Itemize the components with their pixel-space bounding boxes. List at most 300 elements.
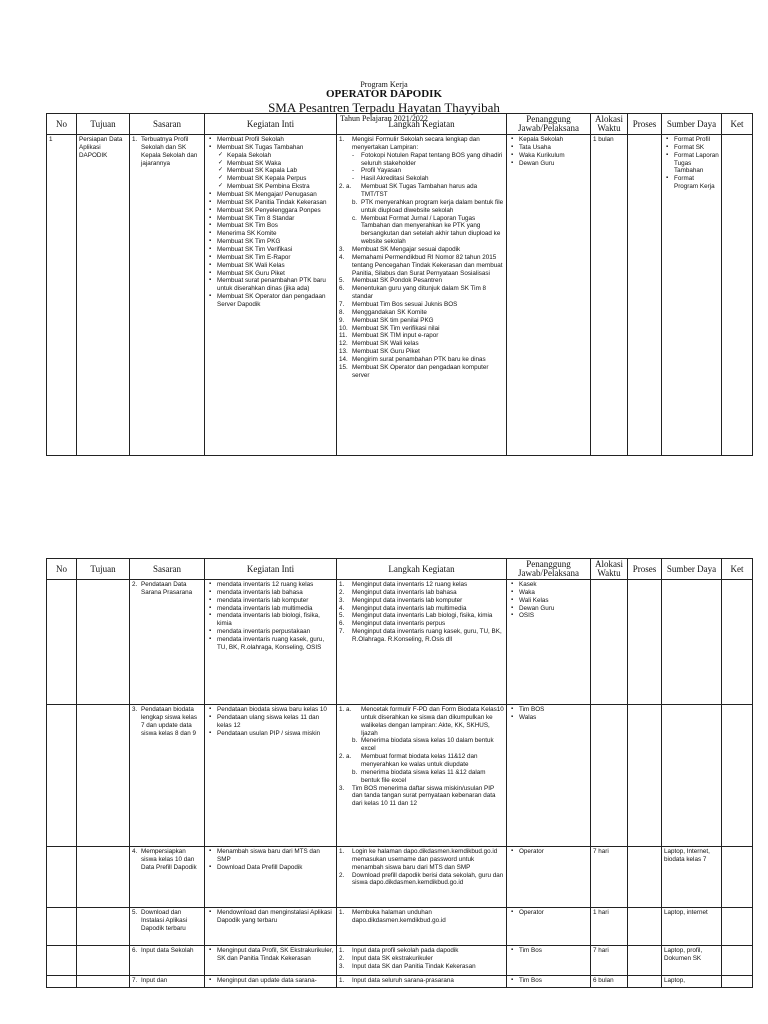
langkah-text: Mencetak formulir F-PD dan Form Biodata Kelas10 untuk diserahkan ke siswa dan dikumpulkan ke walikelas dengan lampiran: Akte, KK, SKHUS, Ijazah [361, 706, 504, 737]
kegiatan-item: ▪ Mendownload dan menginstalasi Aplikasi Dapodik yang terbaru [217, 909, 334, 925]
pj-item: ▪ Tim Bos [519, 977, 588, 985]
cell-ket [722, 976, 753, 988]
cell-penanggung-jawab [507, 705, 591, 847]
cell-no [47, 976, 77, 988]
sasaran-text: Pendataan biodata lengkap siswa kelas 7 dan update data siswa kelas 8 dan 9 [141, 706, 198, 737]
cell-ket [722, 135, 753, 456]
langkah-number: 1. a. [339, 706, 352, 713]
cell-penanggung-jawab [507, 135, 591, 456]
pj-item: ▪ Walas [519, 714, 588, 722]
table-header-row [47, 114, 753, 135]
column-header: Langkah Kegiatan [337, 114, 507, 135]
langkah-text: Membuat SK Tugas Tambahan harus ada TMT/TST [361, 183, 478, 199]
langkah-number: 5. [339, 612, 345, 620]
cell-no [47, 946, 77, 976]
langkah-text: Membuat SK Mengajar sesuai dapodik [352, 246, 461, 254]
langkah-item [339, 277, 504, 285]
langkah-item [339, 199, 504, 215]
cell-sumber-daya [662, 135, 722, 456]
langkah-number: 9. [339, 316, 345, 324]
kegiatan-list [207, 909, 334, 925]
langkah-number: 11. [339, 332, 348, 340]
kegiatan-item: ▪ mendata inventaris lab biologi, fisika, kimia [217, 612, 334, 628]
pj-item: ▪ Dewan Guru [519, 160, 588, 168]
cell-tujuan: Persiapan Data Aplikasi DAPODIK [77, 135, 130, 456]
cell-langkah-kegiatan [337, 976, 507, 988]
kegiatan-list [207, 581, 334, 652]
pj-item: ▪ Operator [519, 848, 588, 856]
column-header: Alokasi Waktu [591, 114, 628, 135]
pj-list [509, 947, 588, 955]
column-header: Sumber Daya [662, 559, 722, 580]
langkah-item [339, 325, 504, 333]
kegiatan-list [207, 706, 334, 737]
langkah-text: Membuat SK Guru Piket [352, 348, 420, 356]
langkah-item [339, 317, 504, 325]
langkah-list [339, 706, 504, 808]
langkah-text: Menerima biodata siswa kelas 10 dalam bentuk excel [361, 737, 494, 753]
cell-tujuan [77, 847, 130, 908]
langkah-item [339, 356, 504, 364]
cell-proses [628, 908, 662, 946]
cell-kegiatan-inti [205, 580, 337, 705]
langkah-text: menerima biodata siswa kelas 11 &12 dalam bentuk file excel [361, 768, 486, 784]
pj-list [509, 581, 588, 620]
langkah-item [339, 301, 504, 309]
langkah-number: 1. [339, 581, 345, 588]
langkah-text: Menginput data inventaris lab multimedia [352, 604, 467, 612]
kegiatan-item: ▪ Download Data Prefill Dapodik [217, 864, 334, 872]
cell-alokasi-waktu: 7 hari [591, 847, 628, 908]
sasaran-number: 7. [132, 977, 138, 984]
langkah-number: 5. [339, 277, 345, 285]
langkah-text: Input data SK ekstrakurikuler [352, 954, 433, 962]
cell-sasaran [130, 976, 205, 988]
pj-item: ▪ Dewan Guru [519, 605, 588, 613]
langkah-number: 2. [339, 954, 345, 962]
langkah-item [339, 581, 504, 589]
sasaran-number: 6. [132, 947, 138, 954]
column-header: Ket [722, 114, 753, 135]
kegiatan-item: ✓ Membuat SK Kepala Perpus [227, 175, 334, 183]
cell-kegiatan-inti [205, 705, 337, 847]
langkah-item [339, 364, 504, 380]
sasaran-text: Download dan Instalasi Aplikasi Dapodik terbaru [141, 909, 188, 932]
column-header: No [47, 114, 77, 135]
cell-sasaran [130, 705, 205, 847]
kegiatan-item: ▪ Pendataan usulan PIP / siswa miskin [217, 730, 334, 738]
pj-list [509, 977, 588, 985]
langkah-text: Memahami Permendikbud RI Nomor 82 tahun 2015 tentang Pencegahan Tindak Kekerasan dan membuat Panitia, Silabus dan Surat Pernyataan Sosialisasi [352, 253, 503, 277]
langkah-number: 6. [339, 620, 345, 628]
table-row [47, 705, 753, 847]
langkah-number: 1. [339, 977, 345, 984]
langkah-item [339, 340, 504, 348]
column-header: Proses [628, 114, 662, 135]
langkah-number: 7. [339, 628, 345, 636]
langkah-number: 14. [339, 356, 348, 364]
cell-no [47, 705, 77, 847]
langkah-text: Membuat SK Pondok Pesantren [352, 277, 442, 285]
langkah-item [339, 589, 504, 597]
pj-item: ▪ Tim BOS [519, 706, 588, 714]
kegiatan-item: ▪ Membuat SK Panitia Tindak Kekerasan [217, 199, 334, 207]
cell-tujuan [77, 580, 130, 705]
school-name: SMA Pesantren Terpadu Hayatan Thayyibah [268, 99, 500, 115]
pj-list [509, 706, 588, 722]
kegiatan-item: ✓ Membuat SK Pembina Ekstra [227, 183, 334, 191]
pj-item: ▪ Operator [519, 909, 588, 917]
langkah-list [339, 581, 504, 644]
cell-alokasi-waktu: 6 bulan [591, 976, 628, 988]
cell-alokasi-waktu: 1 hari [591, 908, 628, 946]
langkah-item [339, 167, 504, 175]
cell-alokasi-waktu [591, 580, 628, 705]
langkah-item [339, 183, 504, 199]
langkah-text: Input data SK dan Panitia Tindak Kekerasan [352, 962, 476, 970]
table-row [47, 946, 753, 976]
kegiatan-item: ▪ Membuat SK Wali Kelas [217, 262, 334, 270]
pj-item: ▪ Tata Usaha [519, 144, 588, 152]
langkah-item [339, 175, 504, 183]
kegiatan-item: ▪ Menginput data Profil, SK Ekstrakurikuler, SK dan Panitia Tindak Kekerasan [217, 947, 334, 963]
role-title: OPERATOR DAPODIK [325, 88, 442, 101]
sasaran-number: 4. [132, 848, 138, 855]
cell-tujuan [77, 908, 130, 946]
kegiatan-item: ✓ Membuat SK Waka [227, 160, 334, 168]
column-header: Kegiatan Inti [205, 114, 337, 135]
table-header-row [47, 559, 753, 580]
pj-item: ▪ OSIS [519, 612, 588, 620]
langkah-item [339, 737, 504, 753]
column-header: Proses [628, 559, 662, 580]
cell-tujuan [77, 946, 130, 976]
pj-item: ▪ Wali Kelas [519, 597, 588, 605]
langkah-number: 8. [339, 308, 345, 316]
cell-sumber-daya [662, 705, 722, 847]
langkah-text: Profil Yayasan [361, 167, 402, 175]
cell-kegiatan-inti [205, 908, 337, 946]
sumber-item: ▪ Format Laporan Tugas Tambahan [674, 152, 719, 176]
cell-sasaran [130, 580, 205, 705]
pj-item: ▪ Waka Kurikulum [519, 152, 588, 160]
langkah-number: b. [352, 198, 358, 206]
cell-langkah-kegiatan [337, 705, 507, 847]
langkah-number: b. [352, 768, 358, 776]
cell-proses [628, 705, 662, 847]
langkah-number: 2. a. [339, 183, 352, 191]
kegiatan-item: ▪ Membuat SK Penyelenggara Ponpes [217, 207, 334, 215]
langkah-item [339, 947, 504, 955]
cell-langkah-kegiatan [337, 580, 507, 705]
langkah-item [339, 848, 504, 872]
cell-ket [722, 946, 753, 976]
langkah-number: c. [352, 214, 357, 222]
column-header: Penanggung Jawab/Pelaksana [507, 559, 591, 580]
langkah-number: 10. [339, 324, 348, 332]
langkah-text: Mengirim surat penambahan PTK baru ke dinas [352, 356, 486, 364]
langkah-item [339, 769, 504, 785]
kegiatan-item: ▪ Membuat SK Tim Verifikasi [217, 246, 334, 254]
cell-penanggung-jawab [507, 976, 591, 988]
column-header: Kegiatan Inti [205, 559, 337, 580]
cell-no: 1 [47, 135, 77, 456]
cell-sumber-daya [662, 580, 722, 705]
langkah-item [339, 285, 504, 301]
table-row [47, 908, 753, 946]
langkah-item [339, 605, 504, 613]
sumber-item: ▪ Format SK [674, 144, 719, 152]
langkah-item [339, 332, 504, 340]
table-row [47, 580, 753, 705]
langkah-text: Download prefill dapodik berisi data sekolah, guru dan siswa dapo.dikdasmen.kemdikbud.go.id [352, 871, 504, 887]
cell-tujuan [77, 705, 130, 847]
kegiatan-item: ▪ Menginput dan update data sarana- [217, 977, 334, 985]
cell-ket [722, 705, 753, 847]
kegiatan-item: ▪ Pendataan biodata siswa baru kelas 10 [217, 706, 334, 714]
langkah-item [339, 706, 504, 737]
langkah-number: 3. [339, 596, 345, 604]
cell-no [47, 908, 77, 946]
langkah-item [339, 348, 504, 356]
langkah-number: 2. [339, 588, 345, 596]
langkah-text: Membuat SK Operator dan pengadaan komputer server [352, 363, 489, 379]
langkah-number: 4. [339, 253, 345, 261]
cell-sasaran [130, 908, 205, 946]
kegiatan-item: ▪ mendata inventaris ruang kasek, guru, TU, BK, R.olahraga, Konseling, OSIS [217, 636, 334, 652]
langkah-text: Login ke halaman dapo.dikdasmen.kemdikbud.go.id memasukan username dan password untuk menambah siswa baru dari MTS dan SMP [352, 848, 498, 871]
langkah-text: Membuka halaman unduhan dapo.dikdasmen.kemdikbud.go.id [352, 909, 446, 924]
langkah-text: Membuat Tim Bos sesuai Juknis BOS [352, 301, 458, 309]
langkah-number: 1. [339, 947, 345, 954]
column-header: Tujuan [77, 114, 130, 135]
cell-penanggung-jawab [507, 847, 591, 908]
langkah-item [339, 597, 504, 605]
pj-item: ▪ Kepala Sekolah [519, 136, 588, 144]
kegiatan-item: ▪ mendata inventaris lab komputer [217, 597, 334, 605]
kegiatan-item: ✓ Membuat SK Kapala Lab [227, 167, 334, 175]
langkah-item [339, 963, 504, 971]
langkah-number: 2. [339, 871, 345, 879]
langkah-number: 1. [339, 909, 345, 916]
cell-no [47, 847, 77, 908]
langkah-number: 3. [339, 784, 345, 792]
langkah-text: Membuat SK Tim verifikasi nilai [352, 324, 440, 332]
langkah-number: 1. [339, 848, 345, 855]
sasaran-text: Input dan [141, 977, 168, 984]
sasaran-text: Pendataan Data Sarana Prasarana [141, 581, 193, 596]
kegiatan-item: ▪ Membuat SK Operator dan pengadaan Server Dapodik [217, 293, 334, 309]
cell-sumber-daya: Laptop, Internet, biodata kelas 7 [662, 847, 722, 908]
langkah-item [339, 955, 504, 963]
cell-sumber-daya: Laptop, profil, Dokumen SK [662, 946, 722, 976]
langkah-text: Menginput data inventaris Lab biologi, fisika, kimia [352, 612, 493, 620]
table-row [47, 976, 753, 988]
langkah-text: Membuat format biodata kelas 11&12 dan menyerahkan ke walas untuk diupdate [361, 753, 478, 769]
langkah-text: PTK menyerahkan program kerja dalam bentuk file untuk diupload diwebsite sekolah [361, 198, 504, 214]
kegiatan-item: ▪ Membuat SK Tim Bos [217, 222, 334, 230]
langkah-number: 3. [339, 246, 345, 254]
langkah-text: Membuat SK Wali kelas [352, 340, 419, 348]
kegiatan-list [207, 947, 334, 963]
cell-ket [722, 908, 753, 946]
pj-item: ▪ Waka [519, 589, 588, 597]
sasaran-number: 2. [132, 581, 138, 588]
pj-list [509, 909, 588, 917]
langkah-text: Input data seluruh sarana-prasarana [352, 977, 454, 984]
langkah-number: 3. [339, 962, 345, 970]
column-header: No [47, 559, 77, 580]
kegiatan-item: ▪ mendata inventaris perpustakaan [217, 628, 334, 636]
kegiatan-item: ▪ Membuat SK Tugas Tambahan [217, 144, 334, 152]
langkah-item [339, 215, 504, 246]
langkah-text: Menginput data inventaris lab komputer [352, 596, 463, 604]
cell-langkah-kegiatan [337, 847, 507, 908]
langkah-text: Membuat Format Jurnal / Laporan Tugas Tambahan dan menyerahkan ke PTK yang bersangkutan dan setelah akhir tahun diupload ke website sekolah [361, 214, 501, 246]
sasaran-text: Terbuatnya Profil Sekolah dan SK Kepala Sekolah dan jajarannya [141, 136, 198, 167]
sumber-item: ▪ Format Profil [674, 136, 719, 144]
kegiatan-item: ▪ Pendataan ulang siswa kelas 11 dan kelas 12 [217, 714, 334, 730]
cell-langkah-kegiatan [337, 135, 507, 456]
langkah-item [339, 136, 504, 152]
work-program-table-1 [46, 113, 753, 456]
kegiatan-item: ▪ Membuat SK Tim PKG [217, 238, 334, 246]
cell-penanggung-jawab [507, 946, 591, 976]
langkah-item [339, 628, 504, 644]
sasaran-number: 3. [132, 706, 138, 713]
langkah-number: 4. [339, 604, 345, 612]
langkah-number: 2. a. [339, 753, 352, 761]
langkah-text: Fotokopi Notulen Rapat tentang BOS yang dihadiri seluruh stakeholder [361, 151, 503, 167]
cell-alokasi-waktu [591, 705, 628, 847]
table-row [47, 847, 753, 908]
langkah-text: Membuat SK tim penilai PKG [352, 316, 434, 324]
pj-item: ▪ Tim Bos [519, 947, 588, 955]
kegiatan-item: ▪ mendata inventaris 12 ruang kelas [217, 581, 334, 589]
column-header: Tujuan [77, 559, 130, 580]
program-label: Program Kerja [360, 80, 408, 89]
sasaran-number: 1. [132, 136, 138, 143]
langkah-list [339, 848, 504, 887]
table-row [47, 135, 753, 456]
cell-proses [628, 976, 662, 988]
langkah-number: 7. [339, 301, 345, 309]
langkah-text: Menginput data inventaris lab bahasa [352, 588, 457, 596]
cell-proses [628, 580, 662, 705]
cell-kegiatan-inti [205, 847, 337, 908]
kegiatan-item: ▪ Membuat Profil Sekolah [217, 136, 334, 144]
kegiatan-list [207, 977, 334, 985]
cell-kegiatan-inti [205, 135, 337, 456]
langkah-text: Menggandakan SK Komite [352, 308, 427, 316]
kegiatan-item: ▪ Membuat SK Guru Piket [217, 270, 334, 278]
langkah-item [339, 872, 504, 888]
langkah-item [339, 612, 504, 620]
langkah-list [339, 977, 504, 985]
column-header: Alokasi Waktu [591, 559, 628, 580]
kegiatan-item: ▪ Menerima SK Komite [217, 230, 334, 238]
cell-ket [722, 580, 753, 705]
langkah-item [339, 620, 504, 628]
cell-tujuan [77, 976, 130, 988]
langkah-number: - [352, 167, 355, 175]
kegiatan-item: ▪ Membuat SK Tim 8 Standar [217, 215, 334, 223]
kegiatan-item: ✓ Kepala Sekolah [227, 152, 334, 160]
cell-penanggung-jawab [507, 908, 591, 946]
cell-langkah-kegiatan [337, 946, 507, 976]
langkah-number: 1. [339, 136, 345, 143]
pj-item: ▪ Kasek [519, 581, 588, 589]
kegiatan-item: ▪ mendata inventaris lab multimedia [217, 605, 334, 613]
column-header: Langkah Kegiatan [337, 559, 507, 580]
langkah-text: Tim BOS menerima daftar siswa miskin/usulan PIP dan tanda tangan surat pernyataan kebenaran data dari kelas 10 11 dan 12 [352, 784, 496, 808]
cell-kegiatan-inti [205, 976, 337, 988]
academic-year: Tahun Pelajaran 2021/2022 [340, 113, 428, 123]
langkah-number: 6. [339, 285, 345, 293]
cell-sasaran [130, 946, 205, 976]
column-header: Penanggung Jawab/Pelaksana [507, 114, 591, 135]
column-header: Ket [722, 559, 753, 580]
cell-sasaran [130, 135, 205, 456]
column-header: Sasaran [130, 114, 205, 135]
cell-no [47, 580, 77, 705]
langkah-text: Input data profil sekolah pada dapodik [352, 947, 459, 954]
langkah-list [339, 909, 504, 925]
cell-alokasi-waktu: 7 hari [591, 946, 628, 976]
cell-ket [722, 847, 753, 908]
langkah-item [339, 785, 504, 809]
langkah-item [339, 246, 504, 254]
langkah-number: 15. [339, 363, 348, 371]
cell-langkah-kegiatan [337, 908, 507, 946]
langkah-text: Menginput data inventaris ruang kasek, guru, TU, BK, R.Olahraga. R.Konseling, R.Osis dll [352, 628, 502, 644]
langkah-item [339, 753, 504, 769]
langkah-text: Membuat SK TIM input e-rapor [352, 332, 439, 340]
langkah-list [339, 947, 504, 971]
sasaran-text: Input data Sekolah [141, 947, 194, 954]
cell-alokasi-waktu: 1 bulan [591, 135, 628, 456]
kegiatan-item: ▪ Membuat surat penambahan PTK baru untuk diserahkan dinas (jika ada) [217, 277, 334, 293]
kegiatan-item: ▪ Membuat SK Tim E-Rapor [217, 254, 334, 262]
cell-proses [628, 135, 662, 456]
kegiatan-item: ▪ Menambah siswa baru dari MTS dan SMP [217, 848, 334, 864]
cell-kegiatan-inti [205, 946, 337, 976]
langkah-number: - [352, 151, 355, 159]
langkah-item [339, 254, 504, 278]
langkah-number: - [352, 175, 355, 183]
langkah-number: b. [352, 737, 358, 745]
langkah-number: 13. [339, 348, 348, 356]
cell-sumber-daya: Laptop, internet [662, 908, 722, 946]
cell-penanggung-jawab [507, 580, 591, 705]
column-header: Sumber Daya [662, 114, 722, 135]
kegiatan-list [207, 848, 334, 872]
sasaran-number: 5. [132, 909, 138, 916]
sasaran-text: Mempersiapkan siswa kelas 10 dan Data Prefill Dapodik [141, 848, 197, 871]
cell-sasaran [130, 847, 205, 908]
langkah-text: Menginput data inventaris 12 ruang kelas [352, 581, 468, 588]
langkah-item [339, 977, 504, 985]
langkah-text: Mengisi Formulir Sekolah secara lengkap dan menyertakan Lampiran: [352, 136, 480, 151]
langkah-number: 12. [339, 340, 348, 348]
langkah-text: Hasil Akreditasi Sekolah [361, 175, 429, 183]
kegiatan-item: ▪ mendata inventaris lab bahasa [217, 589, 334, 597]
sumber-item: ▪ Format Program Kerja [674, 175, 719, 191]
pj-list [509, 848, 588, 856]
langkah-text: Menginput data inventaris perpus [352, 620, 446, 628]
column-header: Sasaran [130, 559, 205, 580]
cell-proses [628, 847, 662, 908]
